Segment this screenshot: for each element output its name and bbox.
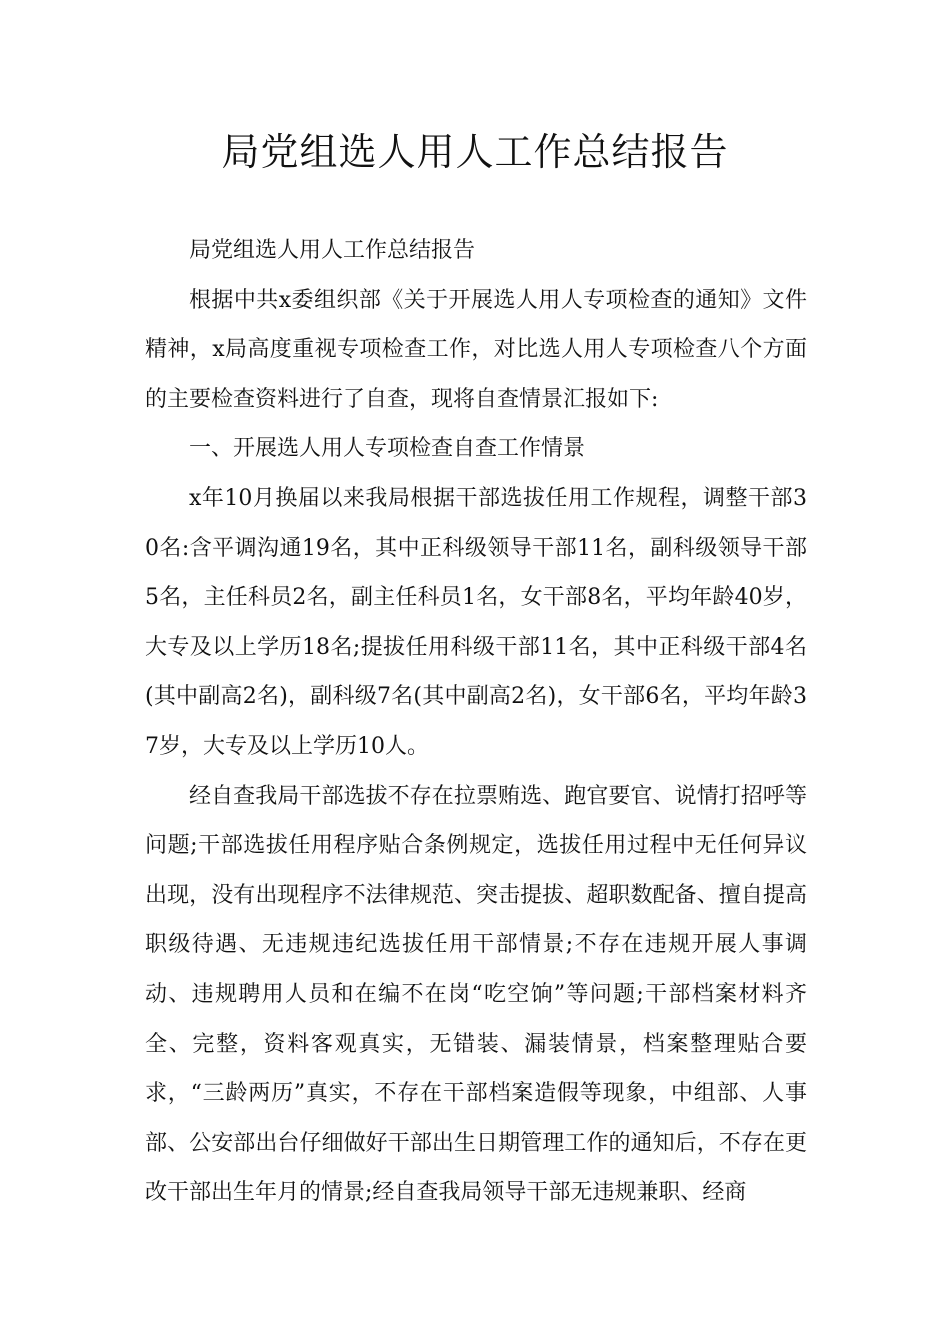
body-paragraph: 一、开展选人用人专项检查自查工作情景 xyxy=(189,436,586,462)
body-paragraph: 经自查我局干部选拔不存在拉票贿选、跑官要官、说情打招呼等问题;干部选拔任用程序贴合条例规定，选拔任用过程中无任何异议出现，没有出现程序不法律规范、突击提拔、超职数配备、擅自提高职级待遇、无违规违纪选拔任用干部情景;不存在违规开展人事调动、违规聘用人员和在编不在岗“吃空饷”等问题;干部档案材料齐全、完整，资料客观真实，无错装、漏装情景，档案整理贴合要求，“三龄两历”真实，不存在干部档案造假等现象，中组部、人事部、公安部出台仔细做好干部出生日期管理工作的通知后，不存在更改干部出生年月的情景;经自查我局领导干部无违规兼职、经商 xyxy=(145,783,807,1206)
body-paragraph: 局党组选人用人工作总结报告 xyxy=(189,238,476,263)
document-body xyxy=(145,226,807,1218)
body-paragraph: x年10月换届以来我局根据干部选拔任用工作规程，调整干部30名:含平调沟通19名，其中正科级领导干部11名，副科级领导干部5名，主任科员2名，副主任科员1名，女干部8名，平均年龄40岁，大专及以上学历18名;提拔任用科级干部11名，其中正科级干部4名(其中副高2名)，副科级7名(其中副高2名)，女干部6名，平均年龄37岁，大专及以上学历10人。 xyxy=(145,485,807,759)
document-title: 局党组选人用人工作总结报告 xyxy=(221,130,729,174)
body-paragraph: 根据中共x委组织部《关于开展选人用人专项检查的通知》文件精神，x局高度重视专项检查工作，对比选人用人专项检查八个方面的主要检查资料进行了自查，现将自查情景汇报如下: xyxy=(145,287,807,412)
